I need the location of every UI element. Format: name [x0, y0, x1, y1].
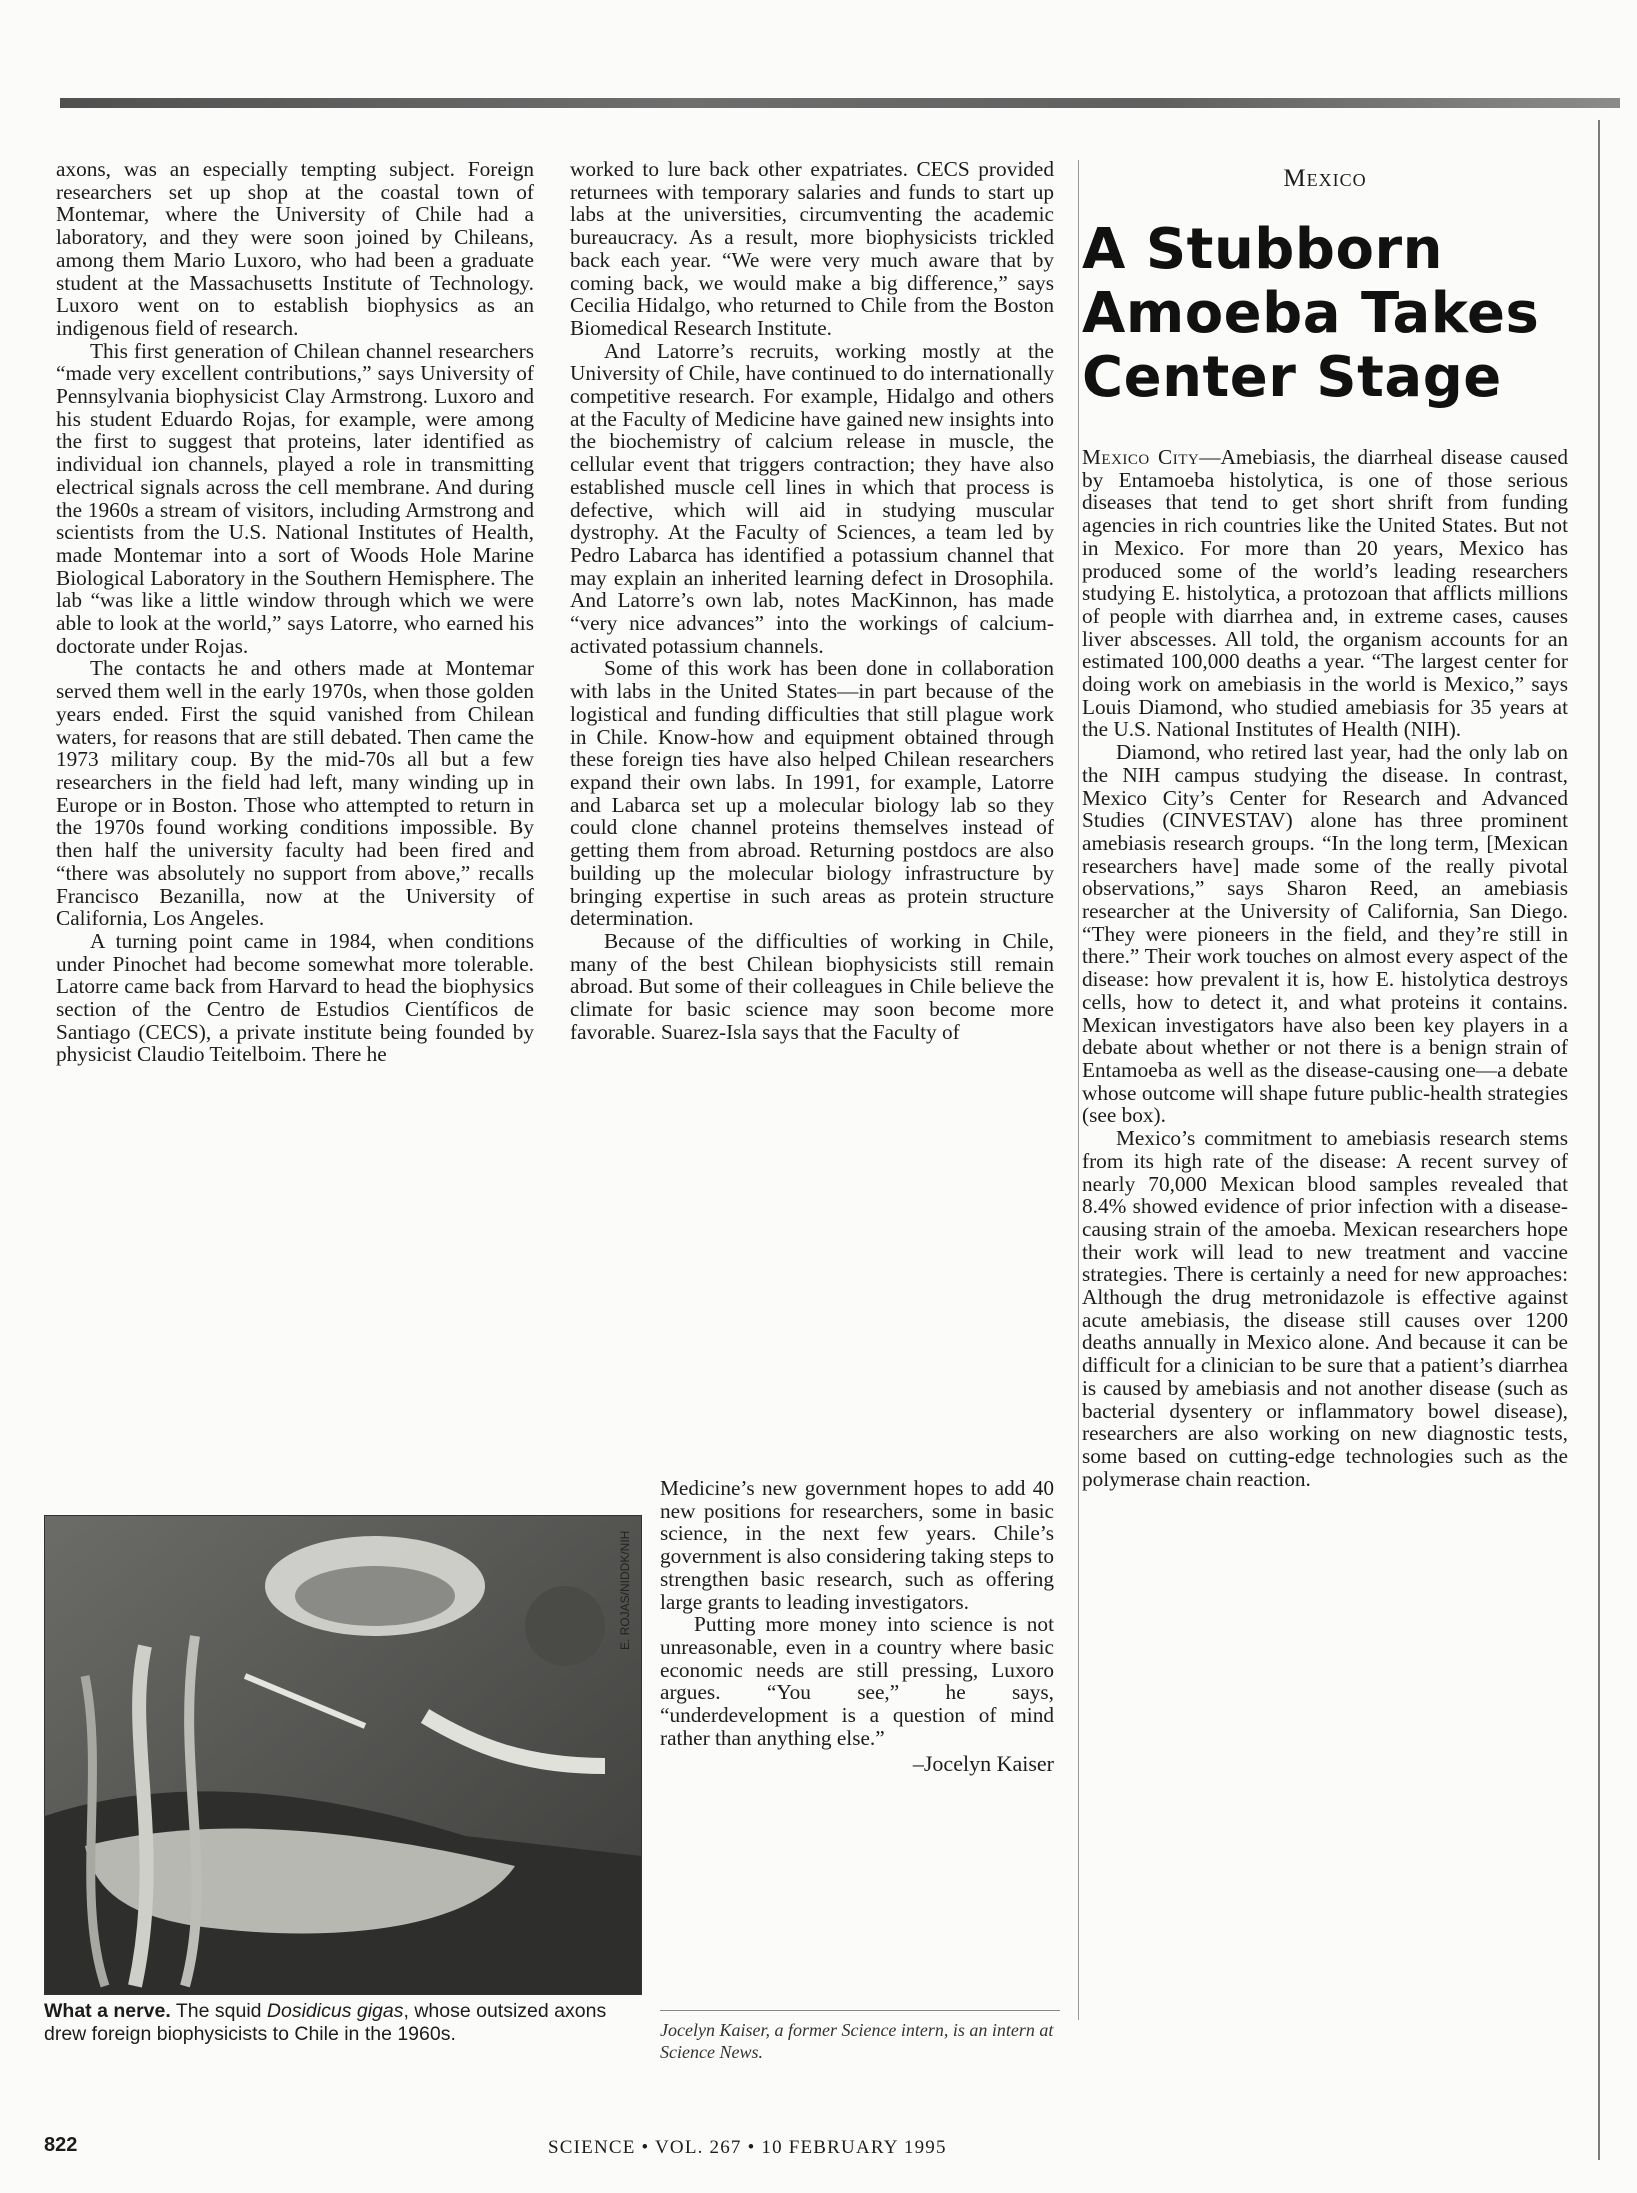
paragraph: The contacts he and others made at Montemar served them well in the early 1970s, when those golden years ended. First the squid vanished from Chilean waters, for reasons that are still debated. Then came the 1973 military coup. By the mid-70s all but a few researchers in the field had left, many winding up in Europe or in Boston. Those who attempted to return in the 1970s found working conditions impossible. By then half the university faculty had been fired and “there was absolutely no support from above,” recalls Francisco Bezanilla, now at the University of California, Los Angeles. — [56, 656, 534, 931]
caption-text: , whose outsized axons drew foreign biophysicists to Chile in the 1960s. — [44, 2000, 607, 2045]
paragraph: And Latorre’s recruits, working mostly at the University of Chile, have continued to do internationally competitive research. For example, Hidalgo and others at the Faculty of Medicine have gained new insights into the biochemistry of calcium release in muscle, the cellular event that triggers contraction; they have also established muscle cell lines in which that process is defective, which will aid in studying muscular dystrophy. At the Faculty of Sciences, a team led by Pedro Labarca has identified a potassium channel that may explain an inherited learning defect in Drosophila. And Latorre’s own lab, notes MacKinnon, has made “very nice advances” into the workings of calcium-activated potassium channels. — [570, 338, 1054, 658]
section-kicker: Mexico — [1283, 165, 1367, 192]
squid-photo — [44, 1515, 642, 1995]
page-edge-line — [1598, 120, 1600, 2160]
paragraph-text: —Amebiasis, the diarrheal disease caused by Entamoeba histolytica, is one of those serious diseases that tend to get short shrift from funding agencies in rich countries like the United States. But not in Mexico. For more than 20 years, Mexico has produced some of the world’s leading researchers studying E. histolytica, a protozoan that afflicts millions of people with diarrhea and, in extreme cases, causes liver abscesses. All told, the organism accounts for an estimated 100,000 deaths a year. “The largest center for doing work on amebiasis in the world is Mexico,” says Louis Diamond, who studied amebiasis for 35 years at the U.S. National Institutes of Health (NIH). — [1082, 445, 1568, 742]
caption-species: Dosidicus gigas — [266, 2000, 404, 2022]
squid-photo-image — [45, 1516, 641, 1994]
article-column-1 — [56, 158, 534, 1066]
paragraph: A turning point came in 1984, when conditions under Pinochet had become somewhat more tolerable. Latorre came back from Harvard to head the biophysics section of the Centro de Estudios Científicos de Santiago (CECS), a private institute being founded by physicist Claudio Teitelboim. There he — [56, 928, 534, 1067]
caption-lead: What a nerve. — [44, 2000, 171, 2022]
dateline: Mexico City — [1082, 445, 1200, 469]
paragraph: Some of this work has been done in collaboration with labs in the United States—in part because of the logistical and funding difficulties that still plague work in Chile. Know-how and equipment obtained through these foreign ties have also helped Chilean researchers expand their own labs. In 1991, for example, Latorre and Labarca set up a molecular biology lab so they could clone channel proteins themselves instead of getting them from abroad. Returning postdocs are also building up the molecular biology infrastructure by bringing expertise in such areas as protein structure determination. — [570, 656, 1054, 931]
byline: –Jocelyn Kaiser — [912, 1751, 1054, 1777]
paragraph: worked to lure back other expatriates. CECS provided returnees with temporary salaries and funds to start up labs at the universities, circumventing the academic bureaucracy. As a result, more biophysicists trickled back each year. “We were very much aware that by coming back, we would make a big difference,” says Cecilia Hidalgo, who returned to Chile from the Boston Biomedical Research Institute. — [570, 157, 1054, 340]
top-rule — [60, 98, 1620, 108]
photo-credit: E. ROJAS/NIDDK/NIH — [618, 1530, 632, 1650]
article-column-2 — [570, 158, 1054, 1043]
paragraph: Diamond, who retired last year, had the only lab on the NIH campus studying the disease. In contrast, Mexico City’s Center for Research and Advanced Studies (CINVESTAV) alone has three prominent amebiasis research groups. “In the long term, [Mexican researchers have] made some of the really pivotal observations,” says Sharon Reed, an amebiasis researcher at the University of California, San Diego. “They were pioneers in the field, and they’re still in there.” Their work touches on almost every aspect of the disease: how prevalent it is, how E. histolytica destroys cells, how to detect it, and what proteins it contains. Mexican investigators have also been key players in a debate about whether or not there is a benign strain of Entamoeba as well as the disease-causing one—a debate whose outcome will shape future public-health strategies (see box). — [1082, 740, 1568, 1128]
paragraph: This first generation of Chilean channel researchers “made very excellent contributions,” says University of Pennsylvania biophysicist Clay Armstrong. Luxoro and his student Eduardo Rojas, for example, were among the first to suggest that proteins, later identified as individual ion channels, played a role in transmitting electrical signals across the cell membrane. And during the 1960s a stream of visitors, including Armstrong and scientists from the U.S. National Institutes of Health, made Montemar into a sort of Woods Hole Marine Biological Laboratory in the Southern Hemisphere. The lab “was like a little window through which we were able to look at the world,” says Latorre, who earned his doctorate under Rojas. — [56, 338, 534, 658]
sidebar-headline: A Stubborn Amoeba Takes Center Stage — [1082, 217, 1540, 410]
paragraph: Because of the difficulties of working in Chile, many of the best Chilean biophysicists still remain abroad. But some of their colleagues in Chile believe the climate for basic science may soon become more favorable. Suarez-Isla says that the Faculty of — [570, 928, 1054, 1044]
paragraph — [1082, 446, 1568, 741]
article-column-2-continued — [660, 1477, 1054, 1776]
column-divider — [1078, 160, 1079, 2020]
page-number: 822 — [44, 2134, 78, 2156]
journal-folio: SCIENCE • VOL. 267 • 10 FEBRUARY 1995 — [548, 2137, 947, 2158]
caption-text: The squid — [170, 2000, 267, 2022]
author-note: Jocelyn Kaiser, a former Science intern, is an intern at Science News. — [660, 2010, 1060, 2063]
paragraph: Putting more money into science is not unreasonable, even in a country where basic economic needs are still pressing, Luxoro argues. “You see,” he says, “underdevelopment is a question of mind rather than anything else.” — [660, 1612, 1054, 1750]
paragraph: Mexico’s commitment to amebiasis research stems from its high rate of the disease: A recent survey of nearly 70,000 Mexican blood samples revealed that 8.4% showed evidence of prior infection with a disease-causing strain of the amoeba. Mexican researchers hope their work will lead to new treatment and vaccine strategies. There is certainly a need for new approaches: Although the drug metronidazole is effective against acute amebiasis, the disease still causes over 1200 deaths annually in Mexico alone. And because it can be difficult for a clinician to be sure that a patient’s diarrhea is caused by amebiasis and not another disease (such as bacterial dysentery or inflammatory bowel disease), researchers are also working on new diagnostic tests, some based on cutting-edge technologies such as the polymerase chain reaction. — [1082, 1126, 1568, 1491]
paragraph: Medicine’s new government hopes to add 40 new positions for researchers, some in basic science, in the next few years. Chile’s government is also considering taking steps to strengthen basic research, such as offering large grants to leading investigators. — [660, 1476, 1054, 1614]
photo-caption — [44, 2000, 644, 2046]
sidebar-body — [1082, 446, 1568, 1490]
paragraph: axons, was an especially tempting subject. Foreign researchers set up shop at the coastal town of Montemar, where the University of Chile had a laboratory, and they were soon joined by Chileans, among them Mario Luxoro, who had been a graduate student at the Massachusetts Institute of Technology. Luxoro went on to establish biophysics as an indigenous field of research. — [56, 157, 534, 340]
